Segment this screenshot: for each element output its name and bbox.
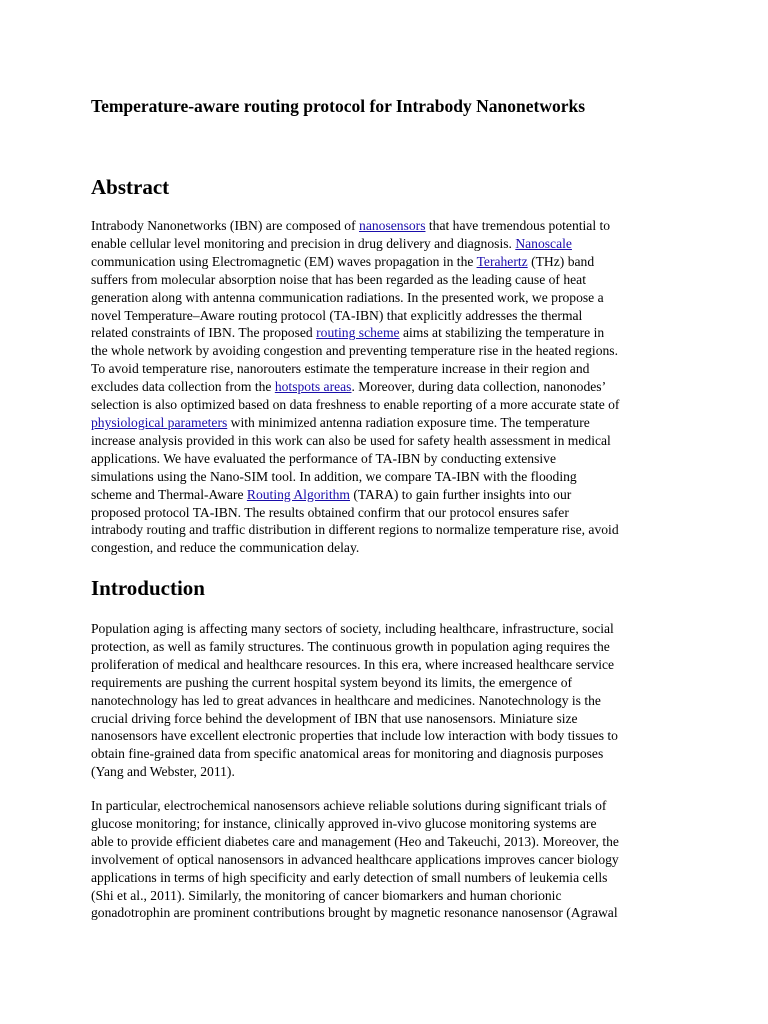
paper-title: Temperature-aware routing protocol for Intrabody Nanonetworks bbox=[91, 96, 586, 116]
text-line bbox=[91, 378, 691, 396]
text-line bbox=[91, 289, 691, 307]
text-line bbox=[91, 869, 691, 887]
text-line bbox=[91, 727, 691, 745]
introduction-paragraph-1 bbox=[91, 620, 691, 781]
text-run: able to provide efficient diabetes care and management (Heo and Takeuchi, 2013). Moreover, the bbox=[91, 833, 619, 849]
text-run: that have tremendous potential to bbox=[425, 218, 611, 233]
text-run: selection is also optimized based on data freshness to enable reporting of a more accurate state of bbox=[91, 397, 620, 413]
text-run: . Moreover, during data collection, nanonodes’ bbox=[351, 379, 607, 395]
text-run: crucial driving force behind the development of IBN that use nanosensors. Miniature size bbox=[91, 710, 578, 726]
text-line bbox=[91, 620, 691, 638]
link-physiological-parameters[interactable]: physiological parameters bbox=[91, 414, 228, 430]
text-run: applications in terms of high specificity and early detection of small numbers of leukemia cells bbox=[91, 869, 608, 885]
text-line bbox=[91, 745, 691, 763]
text-run: excludes data collection from the bbox=[91, 379, 275, 395]
text-line bbox=[91, 674, 691, 692]
text-line bbox=[91, 904, 691, 922]
text-line bbox=[91, 797, 691, 815]
text-run: (Yang and Webster, 2011). bbox=[91, 764, 235, 780]
text-run: proposed protocol TA-IBN. The results obtained confirm that our protocol ensures safer bbox=[91, 504, 569, 520]
text-line bbox=[91, 656, 691, 674]
text-run: applications. We have evaluated the performance of TA-IBN by conducting extensive bbox=[91, 450, 557, 466]
abstract-paragraph bbox=[91, 217, 691, 557]
text-run: novel Temperature–Aware routing protocol (TA-IBN) that explicitly addresses the thermal bbox=[91, 307, 583, 323]
text-run: proliferation of medical and healthcare resources. In this era, where increased healthcare service bbox=[91, 656, 615, 672]
text-line bbox=[91, 450, 691, 468]
text-run: In particular, electrochemical nanosensors achieve reliable solutions during significant trials of bbox=[91, 798, 607, 813]
text-run: related constraints of IBN. The proposed bbox=[91, 325, 317, 341]
link-routing-algorithm[interactable]: Routing Algorithm bbox=[246, 486, 350, 502]
text-run: simulations using the Nano-SIM tool. In addition, we compare TA-IBN with the flooding bbox=[91, 468, 577, 484]
link-routing-scheme[interactable]: routing scheme bbox=[316, 325, 400, 341]
text-run: generation along with antenna communication radiations. In the presented work, we propose a bbox=[91, 289, 604, 305]
text-line bbox=[91, 360, 691, 378]
text-run: requirements are pushing the current hospital system beyond its limits, the emergence of bbox=[91, 674, 573, 690]
text-line bbox=[91, 504, 691, 522]
text-line bbox=[91, 396, 691, 414]
text-run: suffers from molecular absorption noise that has been regarded as the leading cause of heat bbox=[91, 271, 586, 287]
text-run: (TARA) to gain further insights into our bbox=[350, 486, 572, 502]
text-line bbox=[91, 539, 691, 557]
text-run: gonadotrophin are prominent contributions brought by magnetic resonance nanosensor (Agrawal bbox=[91, 905, 618, 921]
text-run: (THz) band bbox=[527, 253, 595, 269]
text-line bbox=[91, 342, 691, 360]
text-line bbox=[91, 468, 691, 486]
text-run: increase analysis provided in this work can also be used for safety health assessment in medical bbox=[91, 432, 611, 448]
text-line bbox=[91, 887, 691, 905]
text-line bbox=[91, 833, 691, 851]
link-nanosensors[interactable]: nanosensors bbox=[359, 218, 426, 233]
text-run: To avoid temperature rise, nanorouters estimate the temperature increase in their region and bbox=[91, 361, 590, 377]
text-run: obtain fine-grained data from specific anatomical areas for monitoring and diagnosis purposes bbox=[91, 746, 604, 762]
text-run: nanotechnology has led to great advances in healthcare and medicines. Nanotechnology is the bbox=[91, 692, 601, 708]
text-run: scheme and Thermal-Aware bbox=[91, 486, 247, 502]
text-run: protection, as well as family structures. The continuous growth in population aging requires the bbox=[91, 638, 610, 654]
text-run: congestion, and reduce the communication delay. bbox=[91, 540, 360, 556]
link-terahertz[interactable]: Terahertz bbox=[476, 253, 528, 269]
text-line bbox=[91, 217, 691, 235]
text-line bbox=[91, 710, 691, 728]
text-line bbox=[91, 235, 691, 253]
text-run: communication using Electromagnetic (EM) waves propagation in the bbox=[91, 253, 477, 269]
text-run: involvement of optical nanosensors in advanced healthcare applications improves cancer biology bbox=[91, 851, 619, 867]
text-run: the whole network by avoiding congestion and preventing temperature rise in the heated regions. bbox=[91, 343, 618, 359]
text-line bbox=[91, 763, 691, 781]
text-line bbox=[91, 432, 691, 450]
text-run: aims at stabilizing the temperature in bbox=[399, 325, 605, 341]
text-run: enable cellular level monitoring and precision in drug delivery and diagnosis. bbox=[91, 235, 516, 251]
text-line bbox=[91, 486, 691, 504]
text-run: nanosensors have excellent electronic properties that include low interaction with body tissues to bbox=[91, 728, 618, 744]
text-run: glucose monitoring; for instance, clinically approved in-vivo glucose monitoring systems are bbox=[91, 815, 597, 831]
text-line bbox=[91, 307, 691, 325]
introduction-paragraph-2 bbox=[91, 797, 691, 922]
text-line bbox=[91, 271, 691, 289]
text-run: (Shi et al., 2011). Similarly, the monitoring of cancer biomarkers and human chorionic bbox=[91, 887, 562, 903]
text-line bbox=[91, 692, 691, 710]
text-run: Population aging is affecting many sectors of society, including healthcare, infrastructure, social bbox=[91, 621, 614, 636]
text-line bbox=[91, 414, 691, 432]
text-run: with minimized antenna radiation exposure time. The temperature bbox=[227, 414, 590, 430]
text-line bbox=[91, 324, 691, 342]
text-line bbox=[91, 521, 691, 539]
text-run: intrabody routing and traffic distribution in different regions to normalize temperature rise, avoid bbox=[91, 522, 619, 538]
link-hotspots-areas[interactable]: hotspots areas bbox=[274, 379, 352, 395]
text-line bbox=[91, 815, 691, 833]
link-nanoscale[interactable]: Nanoscale bbox=[515, 235, 572, 251]
introduction-heading: Introduction bbox=[91, 576, 205, 600]
text-line bbox=[91, 851, 691, 869]
text-line bbox=[91, 638, 691, 656]
text-line bbox=[91, 253, 691, 271]
text-run: Intrabody Nanonetworks (IBN) are composed of bbox=[91, 218, 360, 233]
abstract-heading: Abstract bbox=[91, 175, 170, 199]
